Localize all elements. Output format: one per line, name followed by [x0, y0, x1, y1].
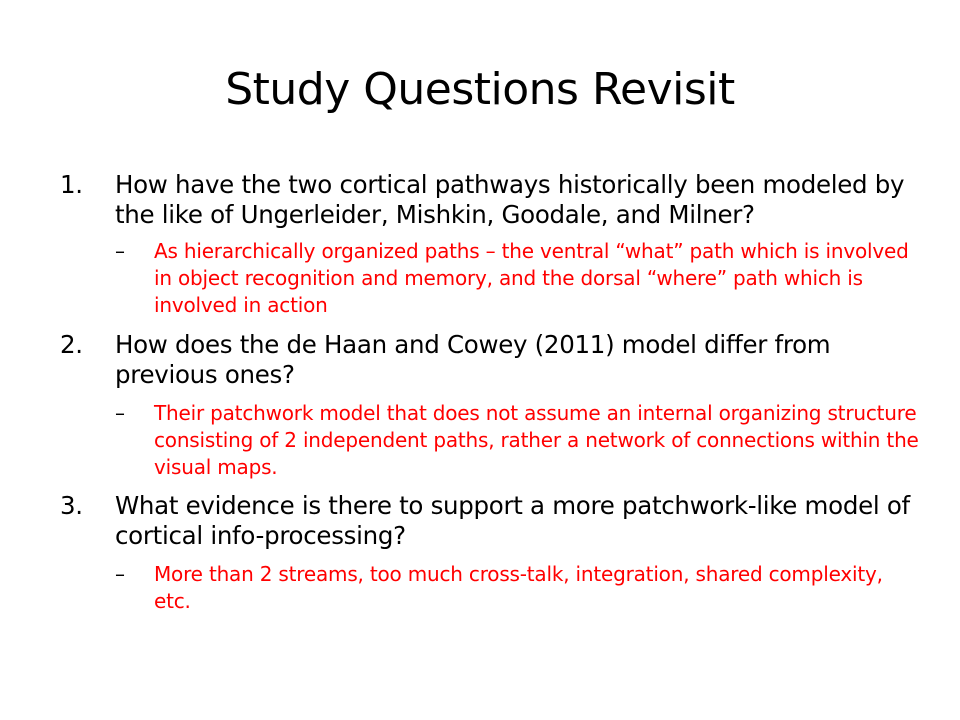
question-1 — [60, 170, 920, 230]
answer-2-bullet: – — [115, 401, 125, 425]
question-3-number: 3. — [60, 491, 83, 520]
answer-2 — [60, 400, 920, 481]
question-1-text: How have the two cortical pathways historically been modeled by the like of Ungerleider, Mishkin, Goodale, and Milner? — [115, 170, 905, 229]
answer-1 — [60, 238, 920, 319]
answer-3-text: More than 2 streams, too much cross-talk, integration, shared complexity, etc. — [154, 562, 883, 613]
answer-1-bullet: – — [115, 239, 125, 263]
question-2-text: How does the de Haan and Cowey (2011) model differ from previous ones? — [115, 330, 831, 389]
answer-3 — [60, 561, 920, 615]
question-1-number: 1. — [60, 170, 83, 199]
slide-body — [60, 170, 920, 615]
answer-3-bullet: – — [115, 562, 125, 586]
question-2-number: 2. — [60, 330, 83, 359]
answer-2-text: Their patchwork model that does not assume an internal organizing structure consisting of 2 independent paths, rather a network of connections within the visual maps. — [154, 401, 919, 479]
question-3-text: What evidence is there to support a more patchwork-like model of cortical info-processing? — [115, 491, 910, 550]
slide-title: Study Questions Revisit — [225, 64, 735, 115]
question-2 — [60, 330, 920, 390]
question-3 — [60, 491, 920, 551]
answer-1-text: As hierarchically organized paths – the ventral “what” path which is involved in object recognition and memory, and the dorsal “where” path which is involved in action — [154, 239, 909, 317]
